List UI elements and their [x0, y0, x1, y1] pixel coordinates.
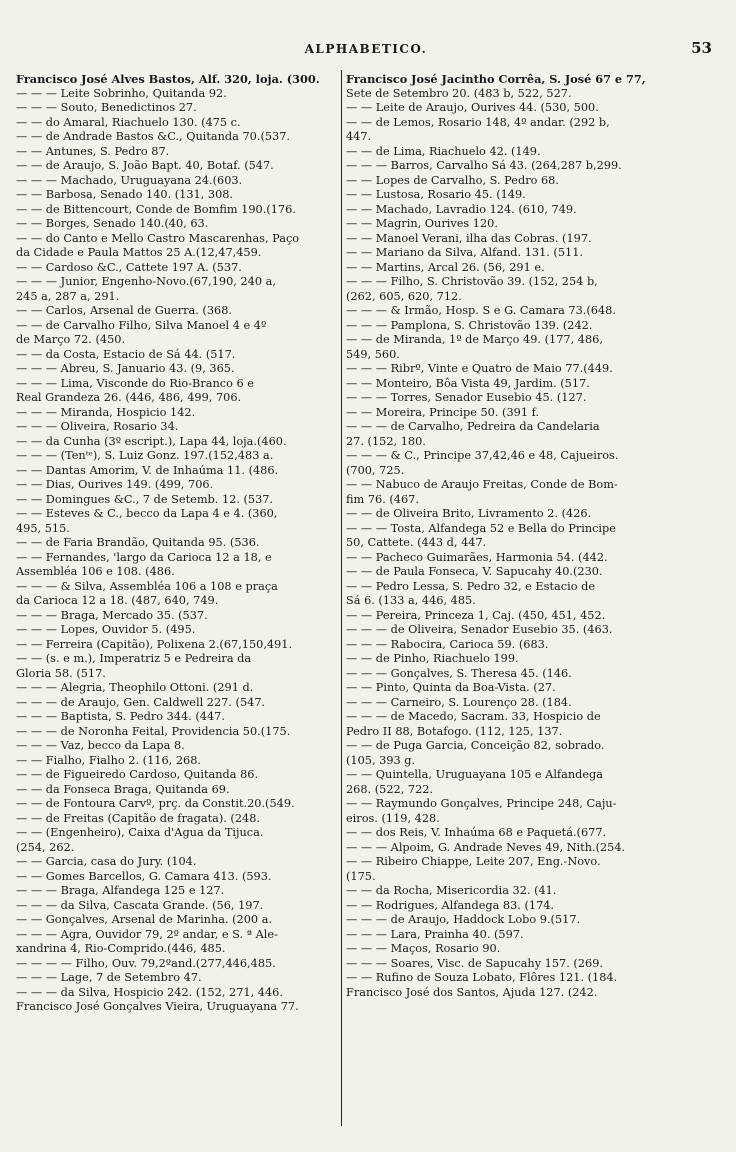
- directory-entry-line: eiros. (119, 428.: [346, 811, 440, 825]
- directory-entry-line: 50, Cattete. (443 d, 447.: [346, 536, 487, 549]
- left-column: [16, 72, 338, 1128]
- directory-entry-line: — — Gonçalves, Arsenal de Marinha. (200 a.: [16, 913, 273, 926]
- directory-entry-line: — — Manoel Verani, ilha das Cobras. (197.: [346, 231, 592, 245]
- directory-entry-line: — — Garcia, casa do Jury. (104.: [16, 855, 197, 868]
- directory-entry-line: — — — Oliveira, Rosario 34.: [16, 420, 179, 433]
- directory-entry-line: — — — de Noronha Feital, Providencia 50.(175.: [16, 724, 291, 738]
- directory-entry-line: — — — Leite Sobrinho, Quitanda 92.: [16, 86, 227, 100]
- directory-entry-line: — — Machado, Lavradio 124. (610, 749.: [346, 202, 577, 216]
- directory-entry-line: — — Borges, Senado 140.(40, 63.: [16, 217, 209, 230]
- directory-entry-line: — — Lustosa, Rosario 45. (149.: [346, 188, 526, 201]
- directory-entry-line: — — — Vaz, becco da Lapa 8.: [16, 739, 185, 752]
- directory-entry-line: — — Rufino de Souza Lobato, Flôres 121. (184.: [346, 971, 618, 984]
- directory-entry-line: da Carioca 12 a 18. (487, 640, 749.: [16, 594, 219, 607]
- directory-entry-line: Sá 6. (133 a, 446, 485.: [346, 594, 476, 607]
- directory-entry-line: — — — Tosta, Alfandega 52 e Bella do Principe: [346, 521, 616, 535]
- directory-entry-line: — — Dantas Amorim, V. de Inhaúma 11. (486.: [16, 463, 279, 477]
- directory-entry-line: — — — de Araujo, Gen. Caldwell 227. (547.: [16, 695, 266, 709]
- directory-entry-line: — — Domingues &C., 7 de Setemb. 12. (537.: [16, 492, 274, 506]
- directory-entry-line: — — Moreira, Principe 50. (391 f.: [346, 405, 539, 419]
- directory-entry-line: — — de Oliveira Brito, Livramento 2. (426.: [346, 507, 592, 520]
- directory-entry-line: (105, 393 g.: [346, 753, 416, 767]
- directory-entry-line: — — Quintella, Uruguayana 105 e Alfandega: [346, 768, 604, 781]
- directory-entry-line: — — — Pamplona, S. Christovão 139. (242.: [346, 318, 593, 332]
- directory-entry-line: — — da Costa, Estacio de Sá 44. (517.: [16, 347, 236, 361]
- page-number: 53: [691, 39, 712, 57]
- directory-entry-line: — — Martins, Arcal 26. (56, 291 e.: [346, 260, 545, 274]
- directory-entry-line: Francisco José Alves Bastos, Alf. 320, loja. (300.: [16, 72, 320, 86]
- directory-entry-line: — — de Freitas (Capitão de fragata). (248.: [16, 811, 260, 825]
- directory-entry-line: — — Cardoso &C., Cattete 197 A. (537.: [16, 260, 242, 274]
- directory-entry-line: — — — & Irmão, Hosp. S e G. Camara 73.(648.: [346, 304, 616, 317]
- column-divider: [341, 70, 342, 1126]
- directory-entry-line: — — Monteiro, Bôa Vista 49, Jardim. (517.: [346, 376, 590, 390]
- directory-entry-line: — — — Braga, Mercado 35. (537.: [16, 608, 208, 622]
- directory-entry-line: — — de Fontoura Carvº, prç. da Constit.20.(549.: [16, 797, 295, 810]
- directory-entry-line: — — Gomes Barcellos, G. Camara 413. (593.: [16, 869, 272, 883]
- directory-entry-line: — — Ferreira (Capitão), Polixena 2.(67,150,491.: [16, 637, 293, 651]
- directory-entry-line: — — Carlos, Arsenal de Guerra. (368.: [16, 304, 232, 317]
- directory-entry-line: Sete de Setembro 20. (483 b, 522, 527.: [346, 86, 572, 100]
- directory-entry-line: — — da Fonseca Braga, Quitanda 69.: [16, 782, 230, 796]
- directory-entry-line: Assembléa 106 e 108. (486.: [16, 565, 175, 578]
- directory-entry-line: — — Nabuco de Araujo Freitas, Conde de Bom-: [346, 478, 618, 491]
- directory-entry-line: — — Fernandes, 'largo da Carioca 12 a 18, e: [16, 550, 272, 564]
- directory-entry-line: 447.: [346, 130, 372, 143]
- directory-entry-line: — — — & Silva, Assembléa 106 a 108 e praça: [16, 579, 278, 593]
- directory-entry-line: — — Mariano da Silva, Alfand. 131. (511.: [346, 246, 583, 259]
- directory-entry-line: — — — Miranda, Hospicio 142.: [16, 405, 196, 419]
- directory-entry-line: — — de Faria Brandão, Quitanda 95. (536.: [16, 536, 260, 549]
- directory-entry-line: 245 a, 287 a, 291.: [16, 289, 120, 303]
- directory-entry-line: — — — — Filho, Ouv. 79,2ºand.(277,446,485.: [16, 956, 276, 970]
- directory-entry-line: — — Fialho, Fialho 2. (116, 268.: [16, 753, 201, 767]
- directory-entry-line: — — — de Macedo, Sacram. 33, Hospicio de: [346, 710, 601, 723]
- directory-entry-line: — — Antunes, S. Pedro 87.: [16, 144, 170, 158]
- directory-entry-line: — — Barbosa, Senado 140. (131, 308.: [16, 188, 234, 201]
- directory-entry-line: — — Pinto, Quinta da Boa-Vista. (27.: [346, 681, 556, 694]
- directory-entry-line: Real Grandeza 26. (446, 486, 499, 706.: [16, 391, 242, 404]
- directory-entry-line: xandrina 4, Rio-Comprido.(446, 485.: [16, 942, 226, 955]
- directory-entry-line: Pedro II 88, Botafogo. (112, 125, 137.: [346, 724, 563, 738]
- directory-entry-line: — — (s. e m.), Imperatriz 5 e Pedreira da: [16, 652, 252, 665]
- directory-entry-line: (700, 725.: [346, 463, 405, 477]
- page-header: [20, 39, 712, 64]
- directory-entry-line: 549, 560.: [346, 347, 400, 361]
- directory-entry-line: — — da Cunha (3º escript.), Lapa 44, loja.(460.: [16, 434, 287, 448]
- directory-entry-line: (254, 262.: [16, 840, 75, 854]
- directory-entry-line: — — — Lage, 7 de Setembro 47.: [16, 971, 202, 984]
- directory-entry-line: — — Raymundo Gonçalves, Principe 248, Caju-: [346, 797, 617, 810]
- directory-entry-line: Francisco José Jacintho Corrêa, S. José 67 e 77,: [346, 72, 646, 86]
- directory-entry-line: — — Dias, Ourives 149. (499, 706.: [16, 478, 214, 491]
- directory-entry-line: — — — de Carvalho, Pedreira da Candelaria: [346, 420, 600, 433]
- directory-entry-line: — — — Abreu, S. Januario 43. (9, 365.: [16, 362, 235, 375]
- directory-entry-line: — — (Engenheiro), Caixa d'Agua da Tijuca.: [16, 826, 264, 839]
- directory-entry-line: — — — Gonçalves, S. Theresa 45. (146.: [346, 666, 572, 680]
- directory-entry-line: — — — Ribrº, Vinte e Quatro de Maio 77.(449.: [346, 362, 613, 375]
- directory-entry-line: fim 76. (467.: [346, 492, 419, 506]
- directory-entry-line: (262, 605, 620, 712.: [346, 289, 462, 303]
- directory-entry-line: — — — Baptista, S. Pedro 344. (447.: [16, 710, 225, 723]
- directory-entry-line: — — de Figueiredo Cardoso, Quitanda 86.: [16, 768, 259, 781]
- directory-entry-line: — — — Agra, Ouvidor 79, 2º andar, e S. ª Ale-: [16, 927, 278, 941]
- directory-entry-line: — — de Araujo, S. João Bapt. 40, Botaf. (547.: [16, 159, 274, 172]
- directory-entry-line: 495, 515.: [16, 521, 70, 535]
- directory-entry-line: da Cidade e Paula Mattos 25 A.(12,47,459.: [16, 246, 262, 259]
- directory-entry-line: 27. (152, 180.: [346, 434, 426, 448]
- directory-entry-line: — — — Barros, Carvalho Sá 43. (264,287 b,299.: [346, 159, 622, 172]
- directory-entry-line: — — — Carneiro, S. Lourenço 28. (184.: [346, 695, 572, 709]
- directory-entry-line: (175.: [346, 869, 376, 883]
- directory-entry-line: — — de Paula Fonseca, V. Sapucahy 40.(230.: [346, 565, 603, 578]
- directory-entry-line: — — de Andrade Bastos &C., Quitanda 70.(537.: [16, 130, 291, 143]
- directory-entry-line: — — — Machado, Uruguayana 24.(603.: [16, 173, 243, 187]
- directory-entry-line: — — Esteves & C., becco da Lapa 4 e 4. (360,: [16, 507, 278, 520]
- directory-entry-line: — — — Soares, Visc. de Sapucahy 157. (269.: [346, 956, 603, 970]
- directory-entry-line: — — — Lopes, Ouvidor 5. (495.: [16, 623, 196, 636]
- directory-entry-line: — — — Alpoim, G. Andrade Neves 49, Nith.(254.: [346, 840, 626, 854]
- directory-entry-line: — — — Lara, Prainha 40. (597.: [346, 927, 524, 941]
- directory-entry-line: — — de Bittencourt, Conde de Bomfim 190.(176.: [16, 202, 296, 216]
- directory-entry-line: — — — Junior, Engenho-Novo.(67,190, 240 a,: [16, 275, 276, 288]
- directory-entry-line: — — — da Silva, Hospicio 242. (152, 271, 446.: [16, 985, 283, 999]
- directory-entry-line: — — — & C., Principe 37,42,46 e 48, Cajueiros.: [346, 449, 619, 462]
- directory-entry-line: — — Ribeiro Chiappe, Leite 207, Eng.-Novo.: [346, 855, 601, 868]
- directory-entry-line: — — Rodrigues, Alfandega 83. (174.: [346, 898, 555, 912]
- directory-entry-line: — — — Filho, S. Christovão 39. (152, 254 b,: [346, 275, 598, 288]
- directory-entry-line: — — — Alegria, Theophilo Ottoni. (291 d.: [16, 681, 254, 694]
- directory-entry-line: — — de Lima, Riachuelo 42. (149.: [346, 144, 541, 158]
- directory-entry-line: — — — de Araujo, Haddock Lobo 9.(517.: [346, 913, 581, 926]
- directory-entry-line: — — da Rocha, Misericordia 32. (41.: [346, 884, 557, 897]
- directory-entry-line: — — Pacheco Guimarães, Harmonia 54. (442.: [346, 550, 608, 564]
- directory-entry-line: — — — Souto, Benedictinos 27.: [16, 101, 197, 114]
- directory-entry-line: — — Leite de Araujo, Ourives 44. (530, 500.: [346, 101, 599, 114]
- directory-entry-line: 268. (522, 722.: [346, 782, 434, 796]
- directory-entry-line: — — Pedro Lessa, S. Pedro 32, e Estacio de: [346, 579, 595, 593]
- directory-entry-line: — — de Lemos, Rosario 148, 4º andar. (292 b,: [346, 115, 610, 129]
- page-title: ALPHABETICO.: [304, 42, 428, 56]
- directory-entry-line: Francisco José dos Santos, Ajuda 127. (242.: [346, 985, 598, 999]
- directory-entry-line: de Março 72. (450.: [16, 333, 126, 346]
- directory-entry-line: — — de Miranda, 1º de Março 49. (177, 486,: [346, 333, 603, 346]
- directory-entry-line: — — — Braga, Alfandega 125 e 127.: [16, 884, 225, 897]
- directory-entry-line: — — Lopes de Carvalho, S. Pedro 68.: [346, 173, 559, 187]
- directory-entry-line: — — do Amaral, Riachuelo 130. (475 c.: [16, 115, 241, 129]
- directory-entry-line: — — — Rabocira, Carioca 59. (683.: [346, 637, 549, 651]
- directory-entry-line: — — — da Silva, Cascata Grande. (56, 197.: [16, 898, 264, 912]
- directory-entry-line: — — do Canto e Mello Castro Mascarenhas, Paço: [16, 231, 300, 245]
- directory-entry-line: — — de Pinho, Riachuelo 199.: [346, 652, 519, 665]
- directory-entry-line: — — — Lima, Visconde do Rio-Branco 6 e: [16, 376, 254, 390]
- directory-entry-line: Gloria 58. (517.: [16, 666, 106, 680]
- directory-entry-line: — — — de Oliveira, Senador Eusebio 35. (463.: [346, 623, 613, 636]
- directory-entry-line: — — dos Reis, V. Inhaúma 68 e Paquetá.(677.: [346, 826, 607, 839]
- directory-entry-line: — — — Maços, Rosario 90.: [346, 942, 501, 955]
- directory-entry-line: — — — Torres, Senador Eusebio 45. (127.: [346, 391, 587, 404]
- directory-entry-line: Francisco José Gonçalves Vieira, Uruguayana 77.: [16, 1000, 299, 1013]
- directory-entry-line: — — de Carvalho Filho, Silva Manoel 4 e 4º: [16, 318, 267, 332]
- directory-entry-line: — — — (Tenᵗᵉ), S. Luiz Gonz. 197.(152,483 a.: [16, 449, 274, 462]
- directory-entry-line: — — de Puga Garcia, Conceição 82, sobrado.: [346, 739, 605, 752]
- directory-entry-line: — — Magrin, Ourives 120.: [346, 217, 498, 230]
- right-column: [346, 72, 718, 1128]
- directory-entry-line: — — Pereira, Princeza 1, Caj. (450, 451, 452.: [346, 608, 606, 622]
